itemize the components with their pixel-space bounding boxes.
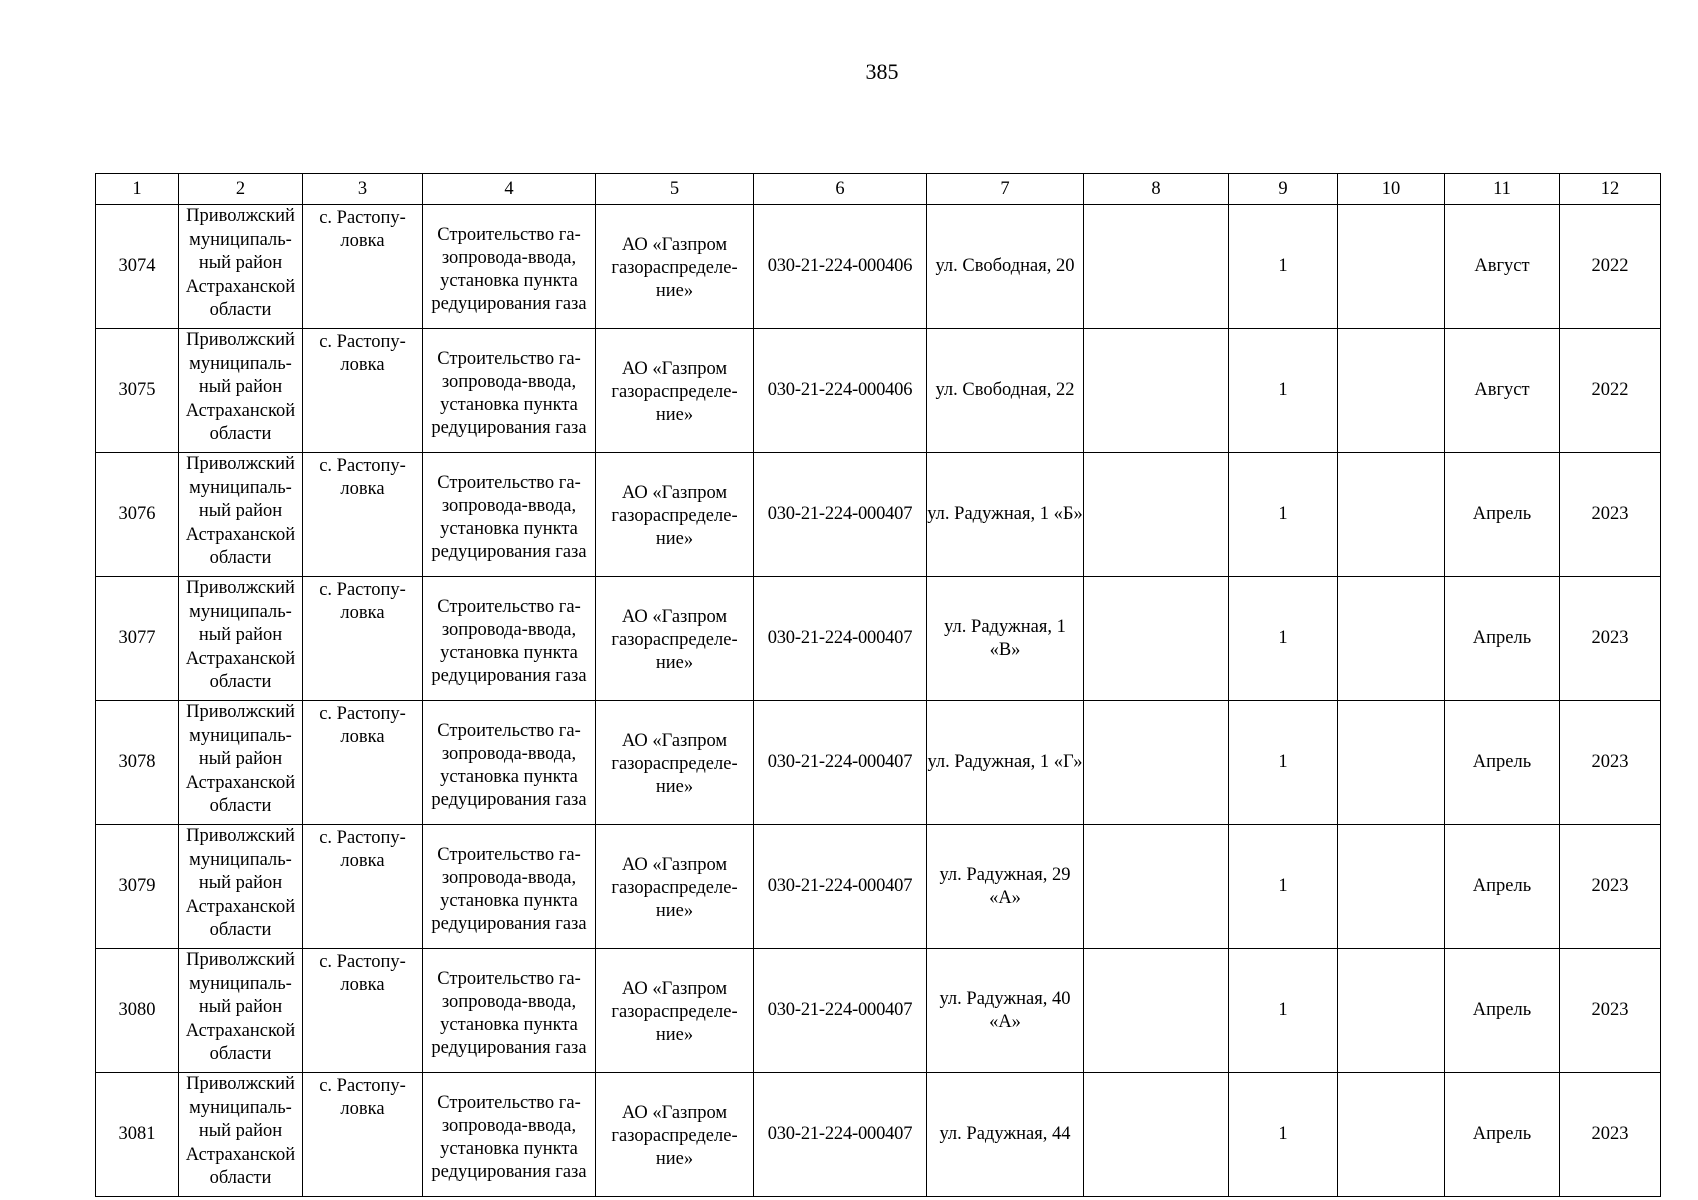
column-10-cell <box>1338 1073 1445 1197</box>
year-cell: 2023 <box>1560 577 1661 701</box>
district-cell: Приволжский муниципаль- ный район Астраханской области <box>179 205 303 329</box>
row-number-cell: 3074 <box>96 205 179 329</box>
year-cell: 2023 <box>1560 949 1661 1073</box>
quantity-cell: 1 <box>1229 577 1338 701</box>
organization-cell: АО «Газпром газораспределе- ние» <box>596 701 754 825</box>
column-8-cell <box>1084 205 1229 329</box>
month-cell: Август <box>1445 329 1560 453</box>
settlement-cell: с. Растопу- ловка <box>303 577 423 701</box>
column-header: 11 <box>1445 174 1560 205</box>
address-cell: ул. Свободная, 22 <box>927 329 1084 453</box>
table-header-row <box>96 174 1661 205</box>
column-10-cell <box>1338 825 1445 949</box>
address-cell: ул. Свободная, 20 <box>927 205 1084 329</box>
column-8-cell <box>1084 1073 1229 1197</box>
organization-cell: АО «Газпром газораспределе- ние» <box>596 1073 754 1197</box>
object-code-cell: 030-21-224-000407 <box>754 453 927 577</box>
column-10-cell <box>1338 577 1445 701</box>
address-cell: ул. Радужная, 1 «Г» <box>927 701 1084 825</box>
settlement-cell: с. Растопу- ловка <box>303 825 423 949</box>
page-number: 385 <box>865 59 899 84</box>
district-cell: Приволжский муниципаль- ный район Астраханской области <box>179 701 303 825</box>
column-header: 3 <box>303 174 423 205</box>
object-code-cell: 030-21-224-000407 <box>754 577 927 701</box>
table-body <box>96 174 1661 1197</box>
row-number-cell: 3075 <box>96 329 179 453</box>
district-cell: Приволжский муниципаль- ный район Астраханской области <box>179 577 303 701</box>
object-code-cell: 030-21-224-000406 <box>754 329 927 453</box>
district-cell: Приволжский муниципаль- ный район Астраханской области <box>179 453 303 577</box>
work-type-cell: Строительство га- зопровода-ввода, установка пункта редуцирования газа <box>423 205 596 329</box>
column-8-cell <box>1084 949 1229 1073</box>
settlement-cell: с. Растопу- ловка <box>303 949 423 1073</box>
column-8-cell <box>1084 453 1229 577</box>
address-cell: ул. Радужная, 29 «А» <box>927 825 1084 949</box>
column-8-cell <box>1084 701 1229 825</box>
column-header: 4 <box>423 174 596 205</box>
row-number-cell: 3079 <box>96 825 179 949</box>
column-header: 12 <box>1560 174 1661 205</box>
column-10-cell <box>1338 329 1445 453</box>
district-cell: Приволжский муниципаль- ный район Астраханской области <box>179 949 303 1073</box>
row-number-cell: 3077 <box>96 577 179 701</box>
row-number-cell: 3081 <box>96 1073 179 1197</box>
quantity-cell: 1 <box>1229 701 1338 825</box>
year-cell: 2023 <box>1560 825 1661 949</box>
quantity-cell: 1 <box>1229 329 1338 453</box>
district-cell: Приволжский муниципаль- ный район Астраханской области <box>179 1073 303 1197</box>
object-code-cell: 030-21-224-000406 <box>754 205 927 329</box>
table-row <box>96 825 1661 949</box>
column-header: 5 <box>596 174 754 205</box>
settlement-cell: с. Растопу- ловка <box>303 1073 423 1197</box>
data-table <box>95 173 1661 1197</box>
organization-cell: АО «Газпром газораспределе- ние» <box>596 205 754 329</box>
quantity-cell: 1 <box>1229 205 1338 329</box>
address-cell: ул. Радужная, 1 «Б» <box>927 453 1084 577</box>
month-cell: Апрель <box>1445 701 1560 825</box>
object-code-cell: 030-21-224-000407 <box>754 701 927 825</box>
organization-cell: АО «Газпром газораспределе- ние» <box>596 453 754 577</box>
column-10-cell <box>1338 205 1445 329</box>
work-type-cell: Строительство га- зопровода-ввода, установка пункта редуцирования газа <box>423 453 596 577</box>
settlement-cell: с. Растопу- ловка <box>303 701 423 825</box>
settlement-cell: с. Растопу- ловка <box>303 329 423 453</box>
address-cell: ул. Радужная, 1 «В» <box>927 577 1084 701</box>
work-type-cell: Строительство га- зопровода-ввода, установка пункта редуцирования газа <box>423 577 596 701</box>
table-row <box>96 453 1661 577</box>
column-10-cell <box>1338 453 1445 577</box>
row-number-cell: 3076 <box>96 453 179 577</box>
column-header: 2 <box>179 174 303 205</box>
organization-cell: АО «Газпром газораспределе- ние» <box>596 949 754 1073</box>
work-type-cell: Строительство га- зопровода-ввода, установка пункта редуцирования газа <box>423 825 596 949</box>
object-code-cell: 030-21-224-000407 <box>754 825 927 949</box>
column-header: 9 <box>1229 174 1338 205</box>
year-cell: 2022 <box>1560 329 1661 453</box>
quantity-cell: 1 <box>1229 825 1338 949</box>
work-type-cell: Строительство га- зопровода-ввода, установка пункта редуцирования газа <box>423 701 596 825</box>
quantity-cell: 1 <box>1229 453 1338 577</box>
row-number-cell: 3080 <box>96 949 179 1073</box>
quantity-cell: 1 <box>1229 949 1338 1073</box>
work-type-cell: Строительство га- зопровода-ввода, установка пункта редуцирования газа <box>423 949 596 1073</box>
organization-cell: АО «Газпром газораспределе- ние» <box>596 825 754 949</box>
month-cell: Апрель <box>1445 577 1560 701</box>
year-cell: 2023 <box>1560 453 1661 577</box>
month-cell: Апрель <box>1445 825 1560 949</box>
work-type-cell: Строительство га- зопровода-ввода, установка пункта редуцирования газа <box>423 1073 596 1197</box>
column-header: 1 <box>96 174 179 205</box>
work-type-cell: Строительство га- зопровода-ввода, установка пункта редуцирования газа <box>423 329 596 453</box>
column-8-cell <box>1084 825 1229 949</box>
year-cell: 2023 <box>1560 701 1661 825</box>
row-number-cell: 3078 <box>96 701 179 825</box>
organization-cell: АО «Газпром газораспределе- ние» <box>596 577 754 701</box>
column-header: 8 <box>1084 174 1229 205</box>
table-row <box>96 577 1661 701</box>
district-cell: Приволжский муниципаль- ный район Астраханской области <box>179 329 303 453</box>
address-cell: ул. Радужная, 44 <box>927 1073 1084 1197</box>
year-cell: 2022 <box>1560 205 1661 329</box>
column-header: 6 <box>754 174 927 205</box>
month-cell: Апрель <box>1445 949 1560 1073</box>
settlement-cell: с. Растопу- ловка <box>303 205 423 329</box>
table-row <box>96 329 1661 453</box>
column-10-cell <box>1338 701 1445 825</box>
table-row <box>96 949 1661 1073</box>
column-8-cell <box>1084 329 1229 453</box>
object-code-cell: 030-21-224-000407 <box>754 949 927 1073</box>
object-code-cell: 030-21-224-000407 <box>754 1073 927 1197</box>
year-cell: 2023 <box>1560 1073 1661 1197</box>
table-row <box>96 205 1661 329</box>
month-cell: Апрель <box>1445 1073 1560 1197</box>
column-10-cell <box>1338 949 1445 1073</box>
settlement-cell: с. Растопу- ловка <box>303 453 423 577</box>
column-header: 10 <box>1338 174 1445 205</box>
district-cell: Приволжский муниципаль- ный район Астраханской области <box>179 825 303 949</box>
quantity-cell: 1 <box>1229 1073 1338 1197</box>
month-cell: Август <box>1445 205 1560 329</box>
table-row <box>96 1073 1661 1197</box>
column-8-cell <box>1084 577 1229 701</box>
table-row <box>96 701 1661 825</box>
organization-cell: АО «Газпром газораспределе- ние» <box>596 329 754 453</box>
column-header: 7 <box>927 174 1084 205</box>
address-cell: ул. Радужная, 40 «А» <box>927 949 1084 1073</box>
month-cell: Апрель <box>1445 453 1560 577</box>
